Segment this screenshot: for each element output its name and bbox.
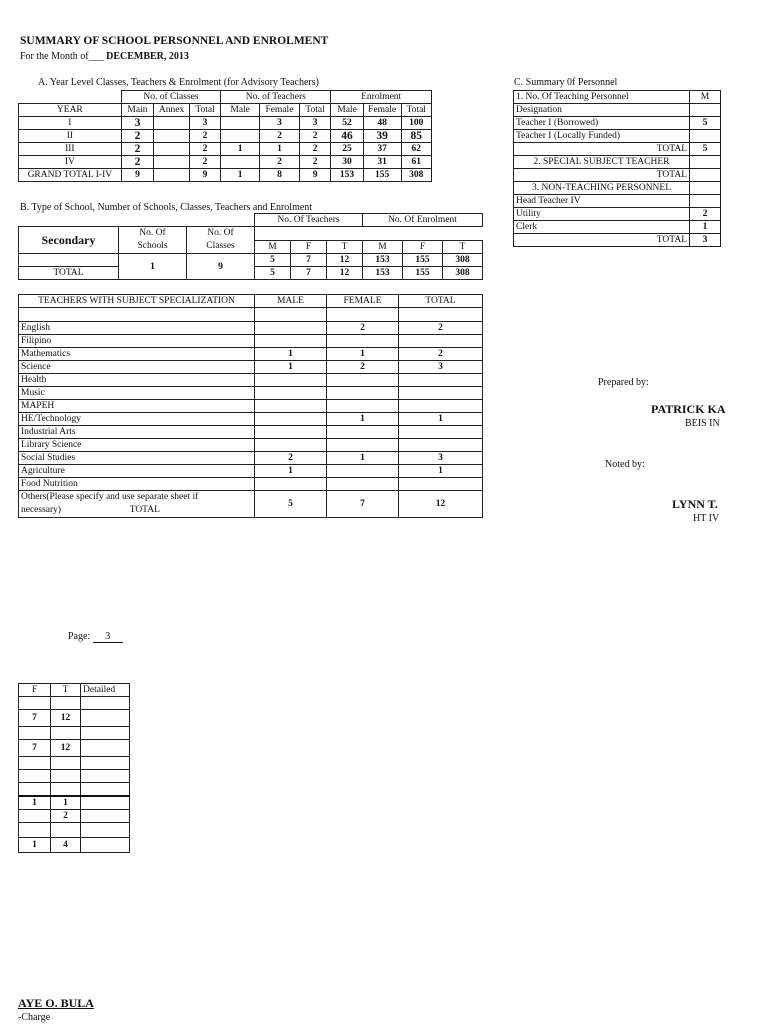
cell — [19, 823, 51, 838]
subject: Agriculture — [19, 465, 255, 478]
cell: 31 — [363, 156, 401, 169]
teacher-borrowed: Teacher I (Borrowed) — [514, 117, 690, 130]
cell — [81, 823, 130, 838]
cell: 12 — [399, 491, 483, 518]
col-year: YEAR — [19, 104, 122, 117]
specialization-table — [18, 294, 483, 518]
subject: Mathematics — [19, 348, 255, 361]
cell: 155 — [363, 169, 401, 182]
cell: 2 — [299, 156, 330, 169]
cell — [399, 374, 483, 387]
section-b-title: B. Type of School, Number of Schools, Classes, Teachers and Enrolment — [20, 202, 313, 213]
table-row — [19, 130, 432, 143]
personnel-summary-table — [513, 90, 721, 247]
section-c-title: C. Summary 0f Personnel — [514, 77, 618, 88]
cell — [51, 757, 81, 770]
cell: 2 — [327, 361, 399, 374]
page-title: SUMMARY OF SCHOOL PERSONNEL AND ENROLMENT — [20, 35, 329, 47]
cell — [255, 478, 327, 491]
schools-count: 1 — [119, 254, 187, 280]
table-row — [19, 727, 130, 740]
cell: 1 — [260, 143, 300, 156]
cell: 12 — [51, 710, 81, 727]
cell — [154, 117, 190, 130]
table-row — [514, 182, 721, 195]
cell: 12 — [327, 267, 363, 280]
cell: 7 — [291, 254, 327, 267]
cell: 2 — [121, 156, 153, 169]
year-label: GRAND TOTAL I-IV — [19, 169, 122, 182]
year-label: II — [19, 130, 122, 143]
cell — [81, 838, 130, 853]
cell: 2 — [299, 143, 330, 156]
cell: 2 — [260, 130, 300, 143]
prepared-name: PATRICK KA — [651, 402, 726, 416]
cell: 1 — [51, 796, 81, 810]
total-label: TOTAL — [19, 267, 119, 280]
cell: 7 — [327, 491, 399, 518]
cell — [81, 697, 130, 710]
cell — [81, 810, 130, 823]
col-schools-line2: Schools — [137, 241, 168, 251]
utility-label: Utility — [514, 208, 690, 221]
cell: 1 — [327, 413, 399, 426]
cell: 61 — [401, 156, 432, 169]
col-classes — [187, 227, 255, 254]
cell — [327, 387, 399, 400]
cell — [327, 374, 399, 387]
total-row — [514, 143, 721, 156]
special-heading: 2. SPECIAL SUBJECT TEACHER — [514, 156, 690, 169]
total-label: TOTAL — [514, 234, 690, 247]
cell — [255, 439, 327, 452]
table-row — [19, 823, 130, 838]
subject: Health — [19, 374, 255, 387]
grand-total-row — [19, 169, 432, 182]
cell: 39 — [363, 130, 401, 143]
col-header: M — [363, 240, 403, 254]
cell: 1 — [221, 143, 260, 156]
teaching-heading: 1. No. Of Teaching Personnel — [514, 91, 690, 104]
subject: Science — [19, 361, 255, 374]
group-classes: No. of Classes — [121, 91, 221, 104]
subject: Industrial Arts — [19, 426, 255, 439]
bottom-signature-name: AYE O. BULA — [18, 996, 94, 1010]
cell: 3 — [189, 117, 220, 130]
cell: 1 — [399, 465, 483, 478]
col-header: Total — [299, 104, 330, 117]
cell: 52 — [331, 117, 363, 130]
total-label: TOTAL — [129, 505, 160, 515]
cell: 5 — [255, 491, 327, 518]
cell: 1 — [255, 361, 327, 374]
table-row — [514, 156, 721, 169]
col-header: F — [291, 240, 327, 254]
table-row — [19, 757, 130, 770]
table-row — [19, 452, 483, 465]
cell: 153 — [363, 267, 403, 280]
cell — [399, 439, 483, 452]
cell — [19, 810, 51, 823]
cell: 48 — [363, 117, 401, 130]
col-header: T — [327, 240, 363, 254]
table-row — [19, 465, 483, 478]
cell — [81, 727, 130, 740]
cell: 3 — [399, 361, 483, 374]
cell — [255, 400, 327, 413]
cell — [221, 117, 260, 130]
prepared-label: Prepared by: — [598, 377, 649, 388]
subject: Music — [19, 387, 255, 400]
cell: 37 — [363, 143, 401, 156]
col-header: M — [255, 240, 291, 254]
cell: 1 — [221, 169, 260, 182]
col-classes-line1: No. Of — [207, 228, 234, 238]
cell: 153 — [331, 169, 363, 182]
cell: 7 — [19, 740, 51, 757]
classes-count: 9 — [187, 254, 255, 280]
table-row — [514, 104, 721, 117]
cell: 3 — [121, 117, 153, 130]
table-row — [19, 387, 483, 400]
cell: 2 — [399, 322, 483, 335]
year-label: III — [19, 143, 122, 156]
table-row — [19, 796, 130, 810]
cell: 5 — [255, 267, 291, 280]
cell: 62 — [401, 143, 432, 156]
cell — [327, 426, 399, 439]
subject: English — [19, 322, 255, 335]
cell — [19, 783, 51, 797]
cell — [19, 770, 51, 783]
col-schools-line1: No. Of — [139, 228, 166, 238]
cell: 2 — [260, 156, 300, 169]
cell — [399, 426, 483, 439]
cell — [19, 727, 51, 740]
table-row — [514, 208, 721, 221]
cell: 2 — [121, 143, 153, 156]
page-value: 3 — [93, 631, 123, 643]
table-row — [19, 740, 130, 757]
subject: MAPEH — [19, 400, 255, 413]
cell — [399, 400, 483, 413]
cell: 2 — [51, 810, 81, 823]
total-row — [19, 491, 483, 518]
cell — [81, 783, 130, 797]
others-cell — [19, 491, 255, 518]
cell: 1 — [399, 413, 483, 426]
col-total: TOTAL — [399, 295, 483, 308]
cell: 9 — [299, 169, 330, 182]
month-label: For the Month of___ — [20, 51, 104, 62]
table-row — [19, 254, 483, 267]
total-label: TOTAL — [514, 143, 690, 156]
col-detailed: Detailed — [81, 684, 130, 697]
subject: Library Science — [19, 439, 255, 452]
cell — [399, 335, 483, 348]
cell: 1 — [255, 348, 327, 361]
cell: 2 — [255, 452, 327, 465]
bottom-signature-title: -Charge — [18, 1012, 51, 1023]
table-row — [514, 221, 721, 234]
cell — [255, 413, 327, 426]
cell: 3 — [399, 452, 483, 465]
table-row — [19, 374, 483, 387]
cell — [327, 335, 399, 348]
cell — [81, 740, 130, 757]
cell — [51, 770, 81, 783]
cell — [255, 387, 327, 400]
cell — [51, 823, 81, 838]
col-header: Annex — [154, 104, 190, 117]
col-female: FEMALE — [327, 295, 399, 308]
table-row — [19, 413, 483, 426]
cell: 2 — [690, 208, 721, 221]
col-t: T — [51, 684, 81, 697]
col-header: F — [403, 240, 443, 254]
col-header: Main — [121, 104, 153, 117]
col-subject: TEACHERS WITH SUBJECT SPECIALIZATION — [19, 295, 255, 308]
col-schools — [119, 227, 187, 254]
cell — [221, 156, 260, 169]
total-row — [514, 234, 721, 247]
subject: HE/Technology — [19, 413, 255, 426]
cell — [327, 478, 399, 491]
table-row — [19, 400, 483, 413]
cell: 5 — [255, 254, 291, 267]
month-value: DECEMBER, 2013 — [106, 51, 189, 62]
table-row — [19, 117, 432, 130]
subject: Filipino — [19, 335, 255, 348]
cell — [81, 770, 130, 783]
cell: 12 — [327, 254, 363, 267]
cell: 1 — [327, 348, 399, 361]
table-row — [19, 322, 483, 335]
cell: 153 — [363, 254, 403, 267]
cell — [327, 439, 399, 452]
others-line1: Others(Please specify and use separate sheet if — [21, 492, 199, 502]
table-row — [19, 426, 483, 439]
cell — [690, 169, 721, 182]
cell: 155 — [403, 267, 443, 280]
cell: 46 — [331, 130, 363, 143]
continuation-header — [19, 684, 130, 697]
cell — [255, 426, 327, 439]
clerk-label: Clerk — [514, 221, 690, 234]
school-type-table — [18, 213, 483, 280]
cell: 12 — [51, 740, 81, 757]
col-f: F — [19, 684, 51, 697]
cell: 2 — [121, 130, 153, 143]
school-type: Secondary — [19, 227, 119, 254]
cell: 2 — [327, 322, 399, 335]
cell: 8 — [260, 169, 300, 182]
year-label: I — [19, 117, 122, 130]
table-row — [19, 156, 432, 169]
table-row — [19, 143, 432, 156]
cell — [81, 710, 130, 727]
col-classes-line2: Classes — [206, 241, 235, 251]
page-number — [68, 631, 123, 643]
table-row — [19, 439, 483, 452]
total-label: TOTAL — [514, 169, 690, 182]
table-row — [19, 838, 130, 853]
page-label: Page: — [68, 631, 91, 642]
total-row — [514, 169, 721, 182]
cell — [81, 757, 130, 770]
cell — [690, 130, 721, 143]
cell: 308 — [443, 254, 483, 267]
table-row — [19, 361, 483, 374]
cell — [51, 697, 81, 710]
cell: 4 — [51, 838, 81, 853]
cell: 1 — [19, 838, 51, 853]
table-row — [19, 770, 130, 783]
cell: 308 — [401, 169, 432, 182]
cell — [255, 374, 327, 387]
cell — [19, 697, 51, 710]
cell: 1 — [19, 796, 51, 810]
table-row — [19, 810, 130, 823]
col-header: Total — [189, 104, 220, 117]
table-row — [19, 697, 130, 710]
cell: 25 — [331, 143, 363, 156]
cell: 1 — [255, 465, 327, 478]
col-header: Male — [221, 104, 260, 117]
prepared-title: BEIS IN — [685, 418, 720, 429]
cell: 85 — [401, 130, 432, 143]
year-level-table — [18, 90, 432, 182]
group-enrolment: No. Of Enrolment — [363, 214, 483, 227]
group-teachers: No. Of Teachers — [255, 214, 363, 227]
cell: 308 — [443, 267, 483, 280]
cell: 2 — [189, 130, 220, 143]
subject: Social Studies — [19, 452, 255, 465]
head-teacher: Head Teacher IV — [514, 195, 690, 208]
noted-name: LYNN T. — [672, 497, 718, 511]
cell — [327, 465, 399, 478]
year-label: IV — [19, 156, 122, 169]
cell: 3 — [690, 234, 721, 247]
col-header: Total — [401, 104, 432, 117]
specialization-header — [19, 295, 483, 308]
nonteaching-heading: 3. NON-TEACHING PERSONNEL — [514, 182, 690, 195]
table-row — [514, 195, 721, 208]
section-a-title: A. Year Level Classes, Teachers & Enrolment (for Advisory Teachers) — [38, 77, 319, 88]
cell — [399, 478, 483, 491]
group-enrolment: Enrolment — [331, 91, 432, 104]
teacher-local: Teacher I (Locally Funded) — [514, 130, 690, 143]
cell — [327, 400, 399, 413]
cell — [255, 322, 327, 335]
table-row — [19, 348, 483, 361]
cell: 30 — [331, 156, 363, 169]
noted-label: Noted by: — [605, 459, 645, 470]
cell: 9 — [121, 169, 153, 182]
cell — [154, 169, 190, 182]
cell: 3 — [299, 117, 330, 130]
cell — [81, 796, 130, 810]
cell — [154, 156, 190, 169]
table-row — [19, 478, 483, 491]
col-m: M — [690, 91, 721, 104]
cell — [19, 757, 51, 770]
group-teachers: No. of Teachers — [221, 91, 331, 104]
table-row — [514, 130, 721, 143]
cell: 5 — [690, 143, 721, 156]
cell — [255, 335, 327, 348]
cell: 2 — [299, 130, 330, 143]
continuation-table — [18, 683, 130, 853]
cell: 2 — [189, 156, 220, 169]
cell: 7 — [19, 710, 51, 727]
table-row — [19, 335, 483, 348]
col-header: Male — [331, 104, 363, 117]
noted-title: HT IV — [693, 513, 720, 524]
cell — [51, 727, 81, 740]
col-header: Female — [260, 104, 300, 117]
cell — [154, 130, 190, 143]
cell — [154, 143, 190, 156]
cell — [399, 387, 483, 400]
cell — [221, 130, 260, 143]
table-row — [514, 117, 721, 130]
table-row — [514, 91, 721, 104]
col-header: Female — [363, 104, 401, 117]
others-line2: necessary) — [21, 505, 62, 515]
month-line — [20, 51, 189, 62]
col-male: MALE — [255, 295, 327, 308]
cell: 155 — [403, 254, 443, 267]
cell: 2 — [399, 348, 483, 361]
designation-label: Designation — [514, 104, 690, 117]
cell: 3 — [260, 117, 300, 130]
table-row — [19, 710, 130, 727]
year-table-header — [19, 104, 432, 117]
subject: Food Nutrition — [19, 478, 255, 491]
col-header: T — [443, 240, 483, 254]
cell: 1 — [327, 452, 399, 465]
cell: 2 — [189, 143, 220, 156]
cell: 100 — [401, 117, 432, 130]
cell: 9 — [189, 169, 220, 182]
table-row — [19, 783, 130, 797]
cell: 7 — [291, 267, 327, 280]
cell — [51, 783, 81, 797]
cell: 1 — [690, 221, 721, 234]
cell: 5 — [690, 117, 721, 130]
